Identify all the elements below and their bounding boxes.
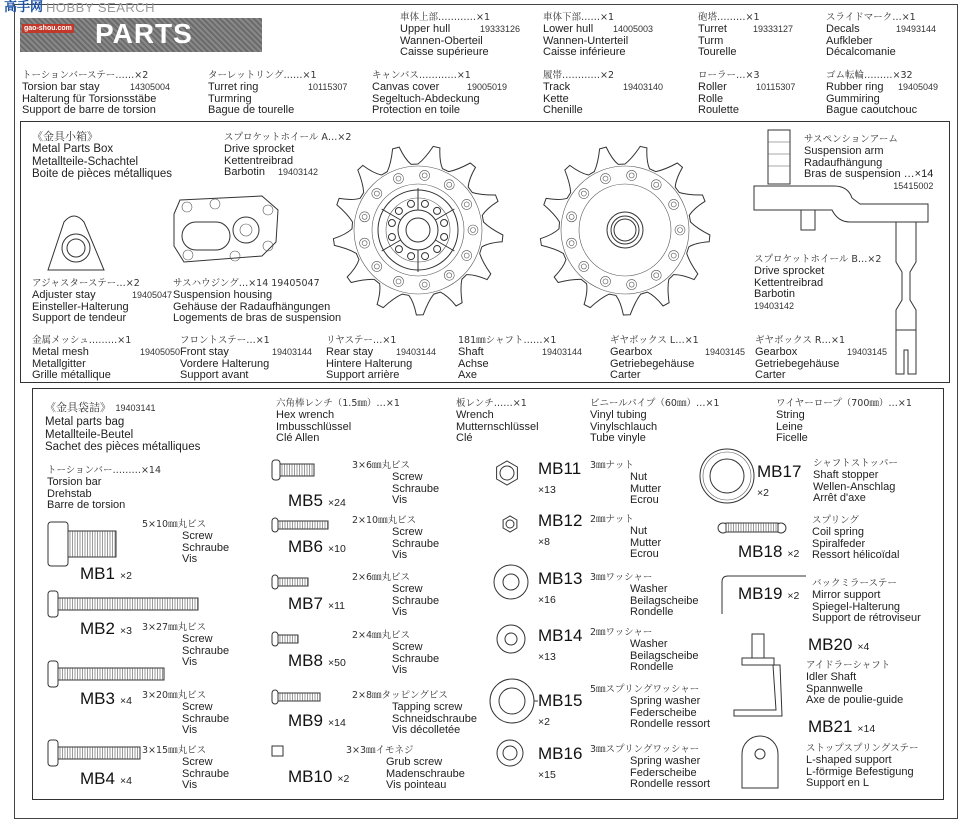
part-name-en: Idler Shaft [806, 671, 857, 683]
part-name-de: Schraube [182, 712, 230, 725]
part-name-jp: 車体下部……×1 [543, 12, 615, 23]
part-name-en: Washer [630, 638, 668, 650]
mb15-spring-washer-drawing [490, 679, 538, 723]
metal-bag-fr: Sachet des pièces métalliques [45, 441, 201, 453]
part-name-fr: Bague de tourelle [208, 104, 295, 116]
part-name-jp: スプロケットホイール B…×2 [754, 254, 882, 265]
part-name-de: Leine [776, 420, 803, 433]
part-name-en: Decals [826, 23, 860, 35]
part-quantity: ×3 [119, 625, 132, 637]
part-name-fr: Vis [392, 606, 408, 618]
part-quantity: ×2 [119, 570, 132, 582]
part-name-de: Turmring [208, 92, 252, 105]
part-name-en: Hex wrench [276, 409, 335, 421]
part-name-jp: 六角棒レンチ（1.5㎜）…×1 [276, 398, 400, 409]
part-name-en: Adjuster stay [32, 289, 96, 301]
part-id: MB20 [808, 635, 853, 654]
mb11-nut-drawing [497, 461, 518, 485]
part-number: 19405047 [132, 290, 173, 300]
part-id: MB12 [538, 511, 583, 530]
part-quantity: ×4 [119, 695, 132, 707]
part-name-en: Mirror support [812, 589, 881, 601]
part-name-jp: アジャスターステー…×2 [32, 278, 140, 289]
part-name-jp: 車体上部…………×1 [400, 12, 491, 23]
part-quantity: ×13 [538, 651, 556, 663]
part-name-jp: 3×20㎜丸ビス [142, 690, 207, 701]
part-name-fr: Vis [392, 494, 408, 506]
part-name-fr: Barre de torsion [47, 499, 126, 511]
part-name-fr: Support de barre de torsion [22, 104, 156, 116]
part-name-jp: ビニールパイプ（60㎜）…×1 [590, 398, 720, 409]
part-number: 19403144 [396, 347, 437, 357]
part-name-de: Drehstab [47, 487, 92, 500]
part-name-en: Gearbox [610, 346, 653, 358]
part-quantity: ×2 [538, 716, 550, 728]
mb10-grub-screw-drawing [272, 746, 283, 756]
part-name-de: Beilagscheibe [630, 649, 699, 662]
part-name-en: Suspension housing [173, 289, 273, 301]
part-name-jp: ローラー…×3 [698, 70, 760, 81]
part-name-en: Rear stay [326, 346, 374, 358]
part-id: MB6 [288, 537, 323, 556]
part-name-jp: キャンバス…………×1 [372, 70, 471, 81]
part-name-en: Screw [392, 471, 423, 483]
part-quantity: ×14 [327, 717, 346, 729]
part-name-fr: Barbotin [224, 166, 265, 178]
part-name-de: Kettentreibrad [224, 154, 294, 167]
part-name-en: Torsion bar stay [22, 81, 100, 93]
part-name-de: Gummiring [826, 92, 880, 105]
part-name-fr: Roulette [698, 104, 739, 116]
part-name-jp: 履帯…………×2 [543, 70, 615, 81]
part-name-de: Schneidschraube [392, 712, 478, 725]
part-name-fr: Axe de poulie-guide [806, 694, 904, 706]
part-name-en: Screw [182, 633, 213, 645]
part-name-de: Vordere Halterung [180, 357, 270, 370]
part-name-fr: Ressort hélicoïdal [812, 549, 900, 561]
part-id: MB7 [288, 594, 323, 613]
part-name-de: Mutter [630, 482, 662, 495]
part-name-en: Coil spring [812, 526, 864, 538]
metal-box-en: Metal Parts Box [32, 143, 114, 155]
part-name-de: Schraube [392, 652, 440, 665]
mb21-l-support-drawing [742, 736, 778, 788]
part-name-jp: 3㎜ナット [590, 460, 634, 471]
part-quantity: ×13 [538, 484, 556, 496]
part-name-de: Getriebegehäuse [610, 357, 695, 370]
metal-box-fr: Boite de pièces métalliques [32, 168, 172, 180]
part-id: MB14 [538, 626, 583, 645]
part-number: 14305004 [130, 82, 171, 92]
part-number: 19333127 [753, 24, 794, 34]
part-name-en: Screw [392, 583, 423, 595]
part-number: 19403140 [623, 82, 664, 92]
part-quantity: ×2 [787, 548, 800, 560]
part-quantity: ×14 [857, 723, 876, 735]
part-name-de: Spiralfeder [812, 537, 866, 550]
part-quantity: ×11 [327, 600, 346, 612]
part-name-fr: Vis [182, 656, 198, 668]
part-number: 19403142 [278, 167, 319, 177]
part-name-fr: Ficelle [776, 432, 808, 444]
part-name-en: Torsion bar [47, 476, 102, 488]
part-name-en: Nut [630, 471, 648, 483]
part-quantity: ×2 [787, 590, 800, 602]
part-name-de: Madenschraube [386, 767, 465, 780]
watermark-url: gao-shou.com [24, 25, 72, 32]
part-name-de: Wannen-Oberteil [400, 34, 483, 47]
part-name-en: Spring washer [630, 755, 701, 767]
part-name-de: Kette [543, 92, 569, 105]
part-number: 19405050 [140, 347, 181, 357]
part-name-fr: Ecrou [630, 548, 659, 560]
part-number: 10115307 [756, 82, 796, 92]
part-name-jp: ギヤボックス R…×1 [755, 335, 846, 346]
part-name-de: Schraube [392, 482, 440, 495]
part-name-de: Schraube [182, 767, 230, 780]
part-name-de: Schraube [392, 594, 440, 607]
part-number: 10115307 [308, 82, 348, 92]
part-name-fr: Décalcomanie [826, 46, 896, 58]
part-name-en: Roller [698, 81, 727, 93]
part-name-fr: Rondelle [630, 661, 674, 673]
part-name-de: Getriebegehäuse [755, 357, 840, 370]
part-id: MB21 [808, 717, 853, 736]
part-name-en: Turret ring [208, 81, 259, 93]
mb3-screw-drawing [48, 661, 164, 687]
mb18-coil-spring-drawing [718, 523, 786, 533]
part-name-en: Turret [698, 23, 727, 35]
mb17-shaft-stopper-drawing [700, 449, 754, 503]
part-name-fr: Clé [456, 432, 473, 444]
part-name-jp: 3×3㎜イモネジ [346, 745, 414, 756]
part-quantity: ×4 [857, 641, 870, 653]
part-name-jp: フロントステー…×1 [180, 335, 270, 346]
mb20-idler-shaft-drawing [734, 634, 782, 716]
part-name-jp: 2×10㎜丸ビス [352, 515, 417, 526]
part-name-de: Wannen-Unterteil [543, 34, 629, 47]
part-name-jp: 3×15㎜丸ビス [142, 745, 207, 756]
part-name-fr: Vis pointeau [386, 779, 447, 791]
part-name-en: Gearbox [755, 346, 798, 358]
part-name-en: L-shaped support [806, 754, 892, 766]
part-id: MB9 [288, 711, 323, 730]
part-name-jp: 3×6㎜丸ビス [352, 460, 411, 471]
part-quantity: ×16 [538, 594, 556, 606]
part-id: MB2 [80, 619, 115, 638]
part-id: MB13 [538, 569, 583, 588]
part-name-en: Suspension arm [804, 145, 884, 157]
part-name-jp: リヤステー…×1 [326, 335, 397, 346]
part-name-jp: シャフトストッパー [813, 458, 898, 469]
part-name-jp: スプロケットホイール A…×2 [224, 132, 352, 143]
part-name-jp: 金属メッシュ………×1 [32, 335, 132, 346]
part-name-en: Drive sprocket [754, 265, 825, 277]
part-name-en: Metal mesh [32, 346, 89, 358]
part-name-fr: Grille métallique [32, 369, 111, 381]
part-name-fr: Vis [182, 553, 198, 565]
part-name-fr: Caisse inférieure [543, 46, 626, 58]
part-number: 19405049 [898, 82, 939, 92]
metal-bag-en: Metal parts bag [45, 416, 125, 428]
part-id: MB17 [757, 462, 802, 481]
part-name-en: Vinyl tubing [590, 409, 647, 421]
part-name-de: Federscheibe [630, 766, 697, 779]
part-name-fr: Vis [392, 664, 408, 676]
part-name-jp: トーションバーステー……×2 [22, 70, 149, 81]
part-quantity: ×8 [538, 536, 550, 548]
part-name-fr: Vis [182, 779, 198, 791]
part-quantity: ×24 [327, 497, 346, 509]
part-name-fr: Clé Allen [276, 432, 320, 444]
part-name-fr: Barbotin [754, 288, 795, 300]
part-name-jp: 5×10㎜丸ビス [142, 519, 207, 530]
mb6-screw-drawing [272, 518, 328, 532]
part-name-de: Schraube [182, 644, 230, 657]
mb16-spring-washer-drawing [497, 740, 523, 766]
part-name-de: Schraube [182, 541, 230, 554]
part-name-en: Spring washer [630, 695, 701, 707]
part-name-en: Rubber ring [826, 81, 884, 93]
part-name-de: Segeltuch-Abdeckung [372, 92, 480, 105]
part-name-de: Spannwelle [806, 682, 863, 695]
part-name-de: Imbusschlüssel [276, 420, 352, 433]
part-name-jp: 3㎜ワッシャー [590, 572, 653, 583]
part-name-fr: Chenille [543, 104, 583, 116]
part-name-fr: Support en L [806, 777, 869, 789]
part-name-en: Lower hull [543, 23, 594, 35]
part-name-en: Upper hull [400, 23, 451, 35]
part-name-en: Tapping screw [392, 701, 463, 713]
part-number: 15415002 [893, 180, 934, 191]
part-name-jp: ワイヤーロープ（700㎜）…×1 [776, 398, 912, 409]
part-name-fr: Support de rétroviseur [812, 612, 921, 624]
metal-box-de: Metallteile-Schachtel [32, 155, 139, 168]
part-name-jp: ストップスプリングステー [806, 743, 919, 754]
part-name-en: String [776, 409, 805, 421]
mb9-screw-drawing [272, 690, 320, 704]
part-id: MB4 [80, 769, 115, 788]
part-name-fr: Tourelle [698, 46, 737, 58]
part-name-fr: Rondelle [630, 606, 674, 618]
mb8-screw-drawing [272, 632, 298, 646]
part-id: MB16 [538, 744, 583, 763]
part-name-fr: Bras de suspension …×14 [804, 168, 934, 180]
mb2-screw-drawing [48, 591, 198, 617]
part-name-de: Spiegel-Halterung [812, 600, 901, 613]
part-name-en: Washer [630, 583, 668, 595]
part-name-jp: 2×6㎜丸ビス [352, 572, 411, 583]
part-name-fr: Vis décolletée [392, 724, 461, 736]
part-quantity: ×50 [327, 657, 346, 669]
part-name-en: Grub screw [386, 756, 443, 768]
part-name-jp: ターレットリング……×1 [208, 70, 317, 81]
part-name-fr: Support de tendeur [32, 312, 127, 324]
part-name-de: Federscheibe [630, 706, 697, 719]
watermark-cjk: 高手网 [4, 0, 44, 15]
mb13-washer-drawing [494, 565, 528, 599]
part-name-jp: 板レンチ……×1 [456, 398, 527, 409]
part-name-jp: アイドラーシャフト [806, 660, 891, 671]
part-name-en: Shaft [458, 346, 484, 358]
part-quantity: ×10 [327, 543, 346, 555]
part-name-de: Gehäuse der Radaufhängungen [173, 300, 331, 313]
part-name-jp: スプリング [812, 515, 859, 526]
part-name-fr: Arrêt d'axe [813, 492, 866, 504]
part-quantity: ×2 [337, 773, 350, 785]
part-name-jp: 砲塔………×1 [698, 12, 760, 23]
part-name-jp: 3㎜スプリングワッシャー [590, 744, 700, 755]
mb14-washer-drawing [497, 625, 525, 653]
part-name-en: Canvas cover [372, 81, 440, 93]
part-name-fr: Ecrou [630, 494, 659, 506]
part-name-fr: Carter [755, 369, 786, 381]
part-number: 19403144 [272, 347, 313, 357]
part-name-jp: 2×4㎜丸ビス [352, 630, 411, 641]
part-name-jp: サスハウジング…×14 19405047 [173, 278, 320, 289]
part-name-de: Mutternschlüssel [456, 420, 539, 433]
part-name-jp: ゴム転輪………×32 [826, 70, 913, 81]
part-name-en: Screw [182, 756, 213, 768]
mb1-screw-drawing [48, 522, 116, 566]
mb7-screw-drawing [272, 575, 308, 589]
part-number: 19333126 [480, 24, 521, 34]
part-name-en: Screw [182, 530, 213, 542]
part-quantity: ×4 [119, 775, 132, 787]
part-name-en: Shaft stopper [813, 469, 879, 481]
part-name-de: Wellen-Anschlag [813, 480, 896, 493]
part-id: MB15 [538, 691, 583, 710]
watermark-search: HOBBY SEARCH [46, 0, 156, 15]
part-name-en: Screw [392, 641, 423, 653]
part-name-fr: Vis [182, 724, 198, 736]
part-name-de: Kettentreibrad [754, 276, 824, 289]
part-name-de: Achse [458, 357, 489, 370]
part-name-jp: サスペンションアーム [804, 134, 898, 145]
mb19-mirror-support-drawing [722, 576, 806, 614]
part-quantity: ×2 [757, 487, 769, 499]
part-name-jp: 2㎜ナット [590, 514, 634, 525]
mb5-screw-drawing [272, 460, 314, 480]
part-name-de: Radaufhängung [804, 156, 883, 169]
part-name-en: Drive sprocket [224, 143, 295, 155]
mb12-nut-drawing [503, 516, 517, 532]
part-number: 14005003 [613, 24, 654, 34]
part-id: MB18 [738, 542, 783, 561]
part-name-jp: 2㎜ワッシャー [590, 627, 653, 638]
metal-bag-jp: 《金具袋詰》 [45, 401, 111, 414]
part-name-de: L-förmige Befestigung [806, 765, 914, 778]
part-name-en: Track [543, 81, 571, 93]
part-name-fr: Logements de bras de suspension [173, 312, 342, 324]
metal-bag-de: Metallteile-Beutel [45, 428, 134, 441]
part-name-jp: 3×27㎜丸ビス [142, 622, 207, 633]
part-name-de: Turm [698, 34, 724, 47]
part-name-de: Rolle [698, 92, 724, 105]
part-name-fr: Support avant [180, 369, 249, 381]
part-name-fr: Bague caoutchouc [826, 104, 918, 116]
part-name-fr: Support arrière [326, 369, 400, 381]
part-id: MB10 [288, 767, 333, 786]
part-name-jp: ギヤボックス L…×1 [610, 335, 699, 346]
part-number: 19403145 [847, 347, 888, 357]
part-name-jp: 2×8㎜タッピングビス [352, 690, 448, 701]
part-number: 19403142 [754, 300, 795, 311]
part-name-en: Wrench [456, 409, 494, 421]
part-name-fr: Rondelle ressort [630, 778, 711, 790]
part-name-fr: Axe [458, 369, 477, 381]
metal-box-jp: 《金具小箱》 [32, 130, 98, 143]
mb4-screw-drawing [48, 740, 140, 766]
part-name-jp: 181㎜シャフト……×1 [458, 335, 557, 346]
part-name-en: Screw [182, 701, 213, 713]
part-name-de: Metallgitter [32, 357, 86, 370]
part-name-jp: 5㎜スプリングワッシャー [590, 684, 700, 695]
part-name-de: Einsteller-Halterung [32, 300, 129, 313]
part-id: MB19 [738, 584, 783, 603]
part-id: MB1 [80, 564, 115, 583]
part-id: MB11 [538, 459, 582, 478]
parts-title: PARTS [95, 18, 193, 49]
part-name-en: Front stay [180, 346, 229, 358]
part-name-en: Nut [630, 525, 648, 537]
part-number: 19493144 [896, 24, 937, 34]
part-name-fr: Carter [610, 369, 641, 381]
part-name-fr: Protection en toile [372, 104, 461, 116]
part-name-de: Vinylschlauch [590, 420, 658, 433]
part-name-fr: Tube vinyle [590, 432, 646, 444]
part-name-fr: Caisse supérieure [400, 46, 489, 58]
part-name-fr: Vis [392, 549, 408, 561]
metal-bag-code: 19403141 [115, 403, 156, 413]
part-number: 19005019 [467, 82, 508, 92]
part-name-jp: トーションバー………×14 [47, 465, 162, 476]
part-quantity: ×15 [538, 769, 556, 781]
part-id: MB8 [288, 651, 323, 670]
part-number: 19403144 [542, 347, 583, 357]
part-id: MB3 [80, 689, 115, 708]
part-number: 19403145 [705, 347, 746, 357]
part-name-jp: スライドマーク…×1 [826, 12, 916, 23]
part-name-de: Hintere Halterung [326, 357, 413, 370]
part-name-jp: バックミラーステー [812, 578, 897, 589]
part-name-de: Schraube [392, 537, 440, 550]
part-name-de: Aufkleber [826, 34, 873, 47]
part-id: MB5 [288, 491, 323, 510]
part-name-de: Mutter [630, 536, 662, 549]
part-name-de: Beilagscheibe [630, 594, 699, 607]
part-name-en: Screw [392, 526, 423, 538]
part-name-de: Halterung für Torsionsstäbe [22, 92, 157, 105]
part-name-fr: Rondelle ressort [630, 718, 711, 730]
